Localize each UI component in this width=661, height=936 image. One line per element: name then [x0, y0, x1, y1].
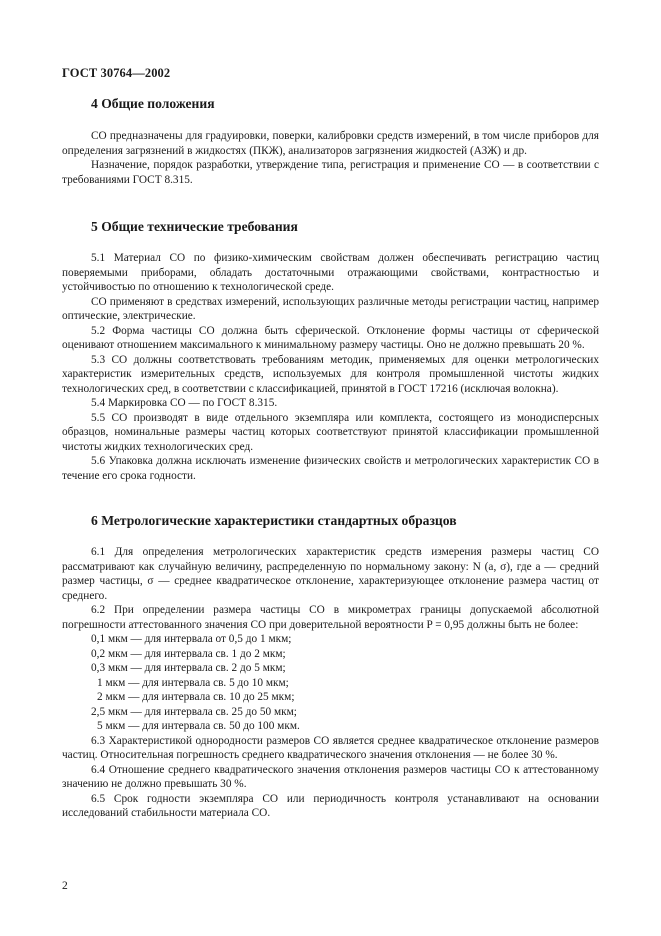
list-item: 1 мкм — для интервала св. 5 до 10 мкм;: [97, 676, 289, 689]
section-6-title: 6 Метрологические характеристики стандартных образцов: [91, 513, 457, 528]
list-item: 5 мкм — для интервала св. 50 до 100 мкм.: [97, 720, 300, 732]
paragraph-6-5: 6.5 Срок годности экземпляра СО или периодичность контроля устанавливают на основании исследований стабильности материала СО.: [62, 792, 599, 819]
list-item: 2 мкм — для интервала св. 10 до 25 мкм;: [97, 691, 295, 703]
paragraph: СО предназначены для градуировки, поверки, калибровки средств измерений, в том числе приборов для определения загрязнений в жидкостях (ПКЖ), анализаторов загрязнения жидкостей (АЗЖ) и др.: [62, 130, 599, 157]
paragraph-6-1: 6.1 Для определения метрологических характеристик средств измерения размеры частиц СО рассматривают как случайную величину, распределенную по нормальному закону: N (a, σ), где a — средний размер частицы, σ — среднее квадратическое отклонение, характеризующее отклонение размера частиц от среднего.: [62, 546, 599, 602]
document-code: ГОСТ 30764—2002: [62, 66, 171, 80]
paragraph-5-4: 5.4 Маркировка СО — по ГОСТ 8.315.: [91, 397, 278, 409]
paragraph-5-2: 5.2 Форма частицы СО должна быть сферической. Отклонение формы частицы от сферической оценивают отношением максимального к минимальному размеру частицы. Оно не должно превышать 20 %.: [62, 324, 599, 351]
list-item: 2,5 мкм — для интервала св. 25 до 50 мкм;: [91, 705, 297, 718]
paragraph-6-4: 6.4 Отношение среднего квадратического значения отклонения размеров частицы СО к аттестованному значению не должно превышать 30 %.: [62, 763, 599, 790]
paragraph-5-3: 5.3 СО должны соответствовать требованиям методик, применяемых для оценки метрологических характеристик измерительных средств, используемых для контроля промышленной чистоты жидких технологических сред, в соответствии с классификацией, принятой в ГОСТ 17216 (исключая волокна).: [62, 353, 599, 395]
paragraph-5-1: 5.1 Материал СО по физико-химическим свойствам должен обеспечивать регистрацию частиц поверяемыми приборами, обладать достаточными отражающими свойствами, контрастностью и устойчивостью по отношению к технологической среде.: [62, 252, 599, 293]
paragraph-6-2: 6.2 При определении размера частицы СО в микрометрах границы допускаемой абсолютной погрешности аттестованного значения СО при доверительной вероятности P = 0,95 должны быть не более:: [62, 604, 599, 631]
section-6-body: [62, 545, 599, 821]
page-number: 2: [62, 880, 68, 892]
section-5-body: [62, 251, 599, 483]
section-5-title: 5 Общие технические требования: [91, 219, 298, 234]
list-item: 0,1 мкм — для интервала от 0,5 до 1 мкм;: [91, 633, 292, 645]
section-4-title: 4 Общие положения: [91, 96, 215, 111]
paragraph-5-6: 5.6 Упаковка должна исключать изменение физических свойств и метрологических характеристик СО в течение его срока годности.: [62, 455, 599, 482]
error-limits-list: [91, 632, 599, 734]
list-item: 0,2 мкм — для интервала св. 1 до 2 мкм;: [91, 647, 286, 660]
paragraph-5-5: 5.5 СО производят в виде отдельного экземпляра или комплекта, состоящего из монодисперсных образцов, номинальные размеры частиц которых соответствуют принятой классификации промышленной чистоты жидких технологических сред.: [62, 411, 599, 453]
list-item: 0,3 мкм — для интервала св. 2 до 5 мкм;: [91, 662, 286, 674]
paragraph-6-3: 6.3 Характеристикой однородности размеров СО является среднее квадратическое отклонение размеров частиц. Относительная погрешность среднего квадратического значения отклонения — не более 30 %.: [62, 734, 599, 761]
section-4-body: [62, 129, 599, 187]
paragraph: СО применяют в средствах измерений, использующих различные методы регистрации частиц, например оптические, электрические.: [62, 295, 599, 322]
paragraph: Назначение, порядок разработки, утверждение типа, регистрация и применение СО — в соответствии с требованиями ГОСТ 8.315.: [62, 159, 599, 186]
